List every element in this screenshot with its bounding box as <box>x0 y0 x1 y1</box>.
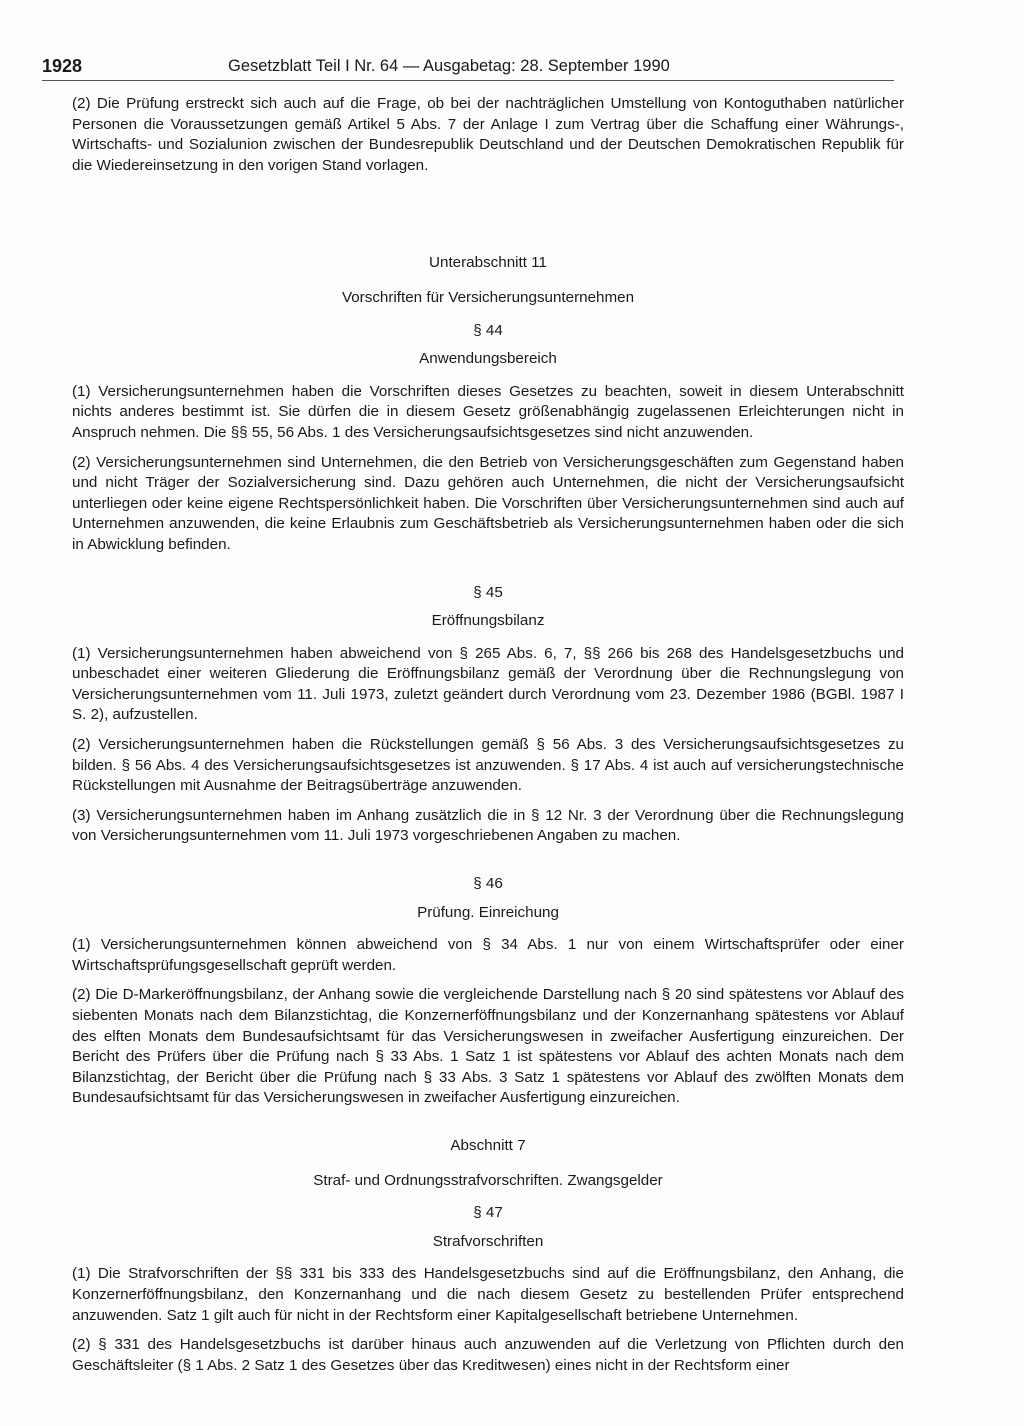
section-47-paragraph-1: (1) Die Strafvorschriften der §§ 331 bis 333 des Handelsgesetzbuchs sind auf die Eröffnungsbilanz, den Anhang, die Konzernerföffnungsbilanz, den Konzernanhang und die nach diesem Gesetz zu bestellenden Prüfer entsprechend anzuwenden. Satz 1 gilt auch für nicht in der Rechtsform einer Kapitalgesellschaft betriebene Unternehmen. <box>72 1265 904 1324</box>
subsection-title: Vorschriften für Versicherungsunternehmen <box>341 288 635 306</box>
section-44-number: § 44 <box>473 321 503 339</box>
section-46-title: Prüfung. Einreichung <box>417 903 559 921</box>
section-46-number: § 46 <box>473 875 503 893</box>
section-45-number: § 45 <box>473 583 503 601</box>
section-47-number: § 47 <box>473 1204 503 1222</box>
section-45-paragraph-3: (3) Versicherungsunternehmen haben im Anhang zusätzlich die in § 12 Nr. 3 der Verordnung über die Rechnungslegung von Versicherungsunternehmen vom 11. Juli 1973 vorgeschriebenen Angaben zu machen. <box>72 806 904 845</box>
chapter-label: Abschnitt 7 <box>450 1136 526 1154</box>
section-47-title: Strafvorschriften <box>432 1232 544 1250</box>
section-45-paragraph-1: (1) Versicherungsunternehmen haben abweichend von § 265 Abs. 6, 7, §§ 266 bis 268 des Handelsgesetzbuchs und unbeschadet einer weiteren Gliederung die Eröffnungsbilanz gemäß der Verordnung über die Rechnungslegung von Versicherungsunternehmen vom 11. Juli 1973, zuletzt geändert durch Verordnung vom 23. Dezember 1986 (BGBl. 1987 I S. 2), aufzustellen. <box>72 644 904 724</box>
page-header <box>42 56 894 81</box>
section-44-title: Anwendungsbereich <box>419 350 557 368</box>
section-44-paragraph-2: (2) Versicherungsunternehmen sind Unternehmen, die den Betrieb von Versicherungsgeschäften zum Gegenstand haben und nicht Träger der Sozialversicherung sind. Dazu gehören auch Unternehmen, die nicht der Versicherungsaufsicht unterliegen oder keine eigene Rechtspersönlichkeit haben. Die Vorschriften über Versicherungsunternehmen sind auch auf Unternehmen anzuwenden, die keine Erlaubnis zum Geschäftsbetrieb als Versicherungsunternehmen haben oder die sich in Abwicklung befinden. <box>72 453 904 553</box>
section-46-paragraph-1: (1) Versicherungsunternehmen können abweichend von § 34 Abs. 1 nur von einem Wirtschaftsprüfer oder einer Wirtschaftsprüfungsgesellschaft geprüft werden. <box>72 936 904 974</box>
document-body <box>72 94 904 1385</box>
subsection-label: Unterabschnitt 11 <box>429 254 547 272</box>
section-44-paragraph-1: (1) Versicherungsunternehmen haben die Vorschriften dieses Gesetzes zu beachten, soweit in diesem Unterabschnitt nichts anderes bestimmt ist. Sie dürfen die in diesem Gesetz größenabhängig zugelassenen Erleichterungen nicht in Anspruch nehmen. Die §§ 55, 56 Abs. 1 des Versicherungsaufsichtsgesetzes sind nicht anzuwenden. <box>72 382 904 441</box>
intro-paragraph-2: (2) Die Prüfung erstreckt sich auch auf die Frage, ob bei der nachträglichen Umstellung von Kontoguthaben natürlicher Personen die Voraussetzungen gemäß Artikel 5 Abs. 7 der Anlage I zum Vertrag über die Schaffung einer Währungs-, Wirtschafts- und Sozialunion zwischen der Bundesrepublik Deutschland und der Deutschen Demokratischen Republik für die Wiedereinsetzung in den vorigen Stand vorlagen. <box>72 95 904 174</box>
section-47-paragraph-2: (2) § 331 des Handelsgesetzbuchs ist darüber hinaus auch anzuwenden auf die Verletzung von Pflichten durch den Geschäftsleiter (§ 1 Abs. 2 Satz 1 des Gesetzes über das Kreditwesen) eines nicht in der Rechtsform einer <box>72 1336 904 1374</box>
section-46-paragraph-2: (2) Die D-Markeröffnungsbilanz, der Anhang sowie die vergleichende Darstellung nach § 20 sind spätestens vor Ablauf des siebenten Monats nach dem Bilanzstichtag, die Konzernerföffnungsbilanz und der Konzernanhang spätestens vor Ablauf des elften Monats dem Bundesaufsichtsamt für das Versicherungswesen in zweifacher Ausfertigung einzureichen. Der Bericht des Prüfers über die Prüfung nach § 33 Abs. 1 Satz 1 ist spätestens vor Ablauf des achten Monats nach dem Bilanzstichtag, der Bericht über die Prüfung nach § 33 Abs. 3 Satz 1 spätestens vor Ablauf des zwölften Monats dem Bundesaufsichtsamt für das Versicherungswesen in zweifacher Ausfertigung einzureichen. <box>72 986 904 1107</box>
page-number: 1928 <box>42 56 83 76</box>
chapter-title: Straf- und Ordnungsstrafvorschriften. Zwangsgelder <box>313 1171 663 1189</box>
section-45-paragraph-2: (2) Versicherungsunternehmen haben die Rückstellungen gemäß § 56 Abs. 3 des Versicherungsaufsichtsgesetzes zu bilden. § 56 Abs. 4 des Versicherungsaufsichtsgesetzes ist anzuwenden. § 17 Abs. 4 ist auch auf versicherungstechnische Rückstellungen mit Ausnahme der Beitragsüberträge anzuwenden. <box>72 736 904 795</box>
gazette-title: Gesetzblatt Teil I Nr. 64 — Ausgabetag: 28. September 1990 <box>228 57 670 75</box>
section-45-title: Eröffnungsbilanz <box>431 612 545 630</box>
